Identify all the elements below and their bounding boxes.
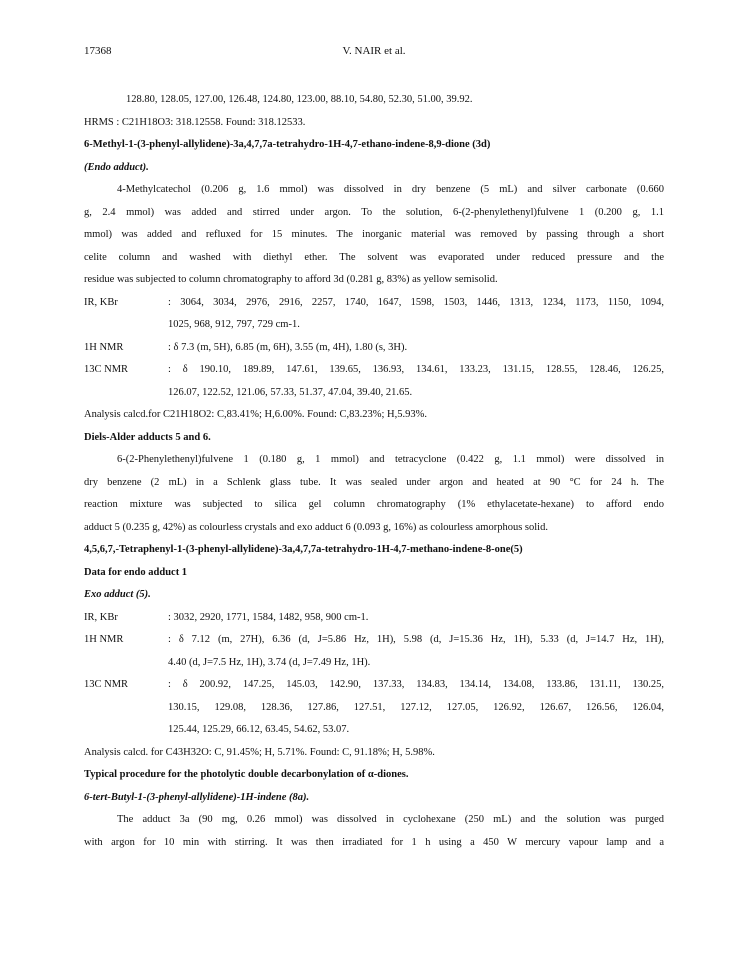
- c-nmr-label: 13C NMR: [84, 364, 129, 375]
- h-nmr-row-3d: [84, 341, 664, 364]
- page-header: [84, 45, 664, 59]
- analysis-line-5: Analysis calcd. for C43H32O: C, 91.45%; H, 5.71%. Found: C, 91.18%; H, 5.98%.: [84, 746, 435, 758]
- c-nmr-values: : δ 200.92, 147.25, 145.03, 142.90, 137.33, 134.83, 134.14, 134.08, 133.86, 131.11, 130.25,: [168, 679, 664, 690]
- c-nmr-label: 13C NMR: [84, 679, 129, 690]
- c-nmr-row-5: [84, 678, 664, 701]
- analysis-line-3d: Analysis calcd.for C21H18O2: C,83.41%; H,6.00%. Found: C,83.23%; H,5.93%.: [84, 409, 427, 420]
- ir-values-continuation: 1025, 968, 912, 797, 729 cm-1.: [168, 319, 300, 330]
- page-number: 17368: [84, 45, 112, 57]
- hrms-line: HRMS : C21H18O3: 318.12558. Found: 318.12533.: [84, 116, 306, 128]
- section-heading-typical-procedure: Typical procedure for the photolytic double decarbonylation of α-diones.: [84, 769, 409, 780]
- procedure-paragraph-line: The adduct 3a (90 mg, 0.26 mmol) was dissolved in cyclohexane (250 mL) and the solution was purged: [117, 814, 664, 825]
- c-nmr-values: : δ 190.10, 189.89, 147.61, 139.65, 136.93, 134.61, 133.23, 131.15, 128.55, 128.46, 126.25,: [168, 364, 664, 375]
- ir-row-5: [84, 611, 664, 634]
- ir-values: : 3032, 2920, 1771, 1584, 1482, 958, 900 cm-1.: [168, 611, 369, 623]
- h-nmr-label: 1H NMR: [84, 341, 124, 353]
- compound-title-8a: 6-tert-Butyl-1-(3-phenyl-allylidene)-1H-indene (8a).: [84, 791, 310, 803]
- endo-data-heading: Data for endo adduct 1: [84, 566, 188, 578]
- h-nmr-label: 1H NMR: [84, 634, 124, 645]
- procedure-paragraph-line: 4-Methylcatechol (0.206 g, 1.6 mmol) was dissolved in dry benzene (5 mL) and silver carbonate (0.660: [117, 184, 664, 195]
- running-head: V. NAIR et al.: [342, 45, 406, 57]
- endo-adduct-label-3d: (Endo adduct).: [84, 161, 149, 173]
- procedure-paragraph-line: g, 2.4 mmol) was added and stirred under argon. To the solution, 6-(2-phenylethenyl)fulvene 1 (0.200 g, 1.1: [84, 206, 664, 218]
- compound-title-5: 4,5,6,7,-Tetraphenyl-1-(3-phenyl-allylidene)-3a,4,7,7a-tetrahydro-1H-4,7-methano-indene-8-one(5): [84, 544, 523, 555]
- procedure-paragraph-line: dry benzene (2 mL) in a Schlenk glass tube. It was sealed under argon and heated at 90 °C for 24 h. The: [84, 476, 664, 488]
- procedure-paragraph-line: 6-(2-Phenylethenyl)fulvene 1 (0.180 g, 1 mmol) and tetracyclone (0.422 g, 1.1 mmol) were dissolved in: [117, 454, 664, 465]
- compound-title-3d: 6-Methyl-1-(3-phenyl-allylidene)-3a,4,7,7a-tetrahydro-1H-4,7-ethano-indene-8,9-dione (3d): [84, 139, 491, 150]
- procedure-paragraph-line: with argon for 10 min with stirring. It was then irradiated for 1 h using a 450 W mercury vapour lamp and a: [84, 836, 664, 848]
- section-heading-diels-alder: Diels-Alder adducts 5 and 6.: [84, 431, 211, 443]
- ir-row-3d: [84, 296, 664, 319]
- h-nmr-values-continuation: 4.40 (d, J=7.5 Hz, 1H), 3.74 (d, J=7.49 Hz, 1H).: [168, 656, 371, 668]
- ir-label: IR, KBr: [84, 296, 118, 308]
- c-nmr-values-continuation: 130.15, 129.08, 128.36, 127.86, 127.51, 127.12, 127.05, 126.92, 126.67, 126.56, 126.04,: [168, 701, 664, 713]
- procedure-paragraph-line: residue was subjected to column chromatography to afford 3d (0.281 g, 83%) as yellow semisolid.: [84, 274, 498, 285]
- page-body: [84, 93, 664, 858]
- h-nmr-values: : δ 7.3 (m, 5H), 6.85 (m, 6H), 3.55 (m, 4H), 1.80 (s, 3H).: [168, 341, 408, 353]
- procedure-paragraph-line: celite column and washed with diethyl ether. The solvent was evaporated under reduced pressure and the: [84, 251, 664, 263]
- ir-label: IR, KBr: [84, 611, 118, 623]
- procedure-paragraph-line: reaction mixture was subjected to silica gel column chromatography (1% ethylacetate-hexane) to afford endo: [84, 499, 664, 510]
- h-nmr-values: : δ 7.12 (m, 27H), 6.36 (d, J=5.86 Hz, 1H), 5.98 (d, J=15.36 Hz, 1H), 5.33 (d, J=14.7 Hz, 1H),: [168, 634, 664, 645]
- c-nmr-values-continuation: 125.44, 125.29, 66.12, 63.45, 54.62, 53.07.: [168, 724, 350, 735]
- c13-nmr-continuation: 128.80, 128.05, 127.00, 126.48, 124.80, 123.00, 88.10, 54.80, 52.30, 51.00, 39.92.: [126, 94, 473, 105]
- c-nmr-values-continuation: 126.07, 122.52, 121.06, 57.33, 51.37, 47.04, 39.40, 21.65.: [168, 386, 413, 398]
- c-nmr-row-3d: [84, 363, 664, 386]
- exo-adduct-label: Exo adduct (5).: [84, 589, 151, 600]
- ir-values: : 3064, 3034, 2976, 2916, 2257, 1740, 1647, 1598, 1503, 1446, 1313, 1234, 1173, 1150, 1094,: [168, 296, 664, 308]
- procedure-paragraph-line: adduct 5 (0.235 g, 42%) as colourless crystals and exo adduct 6 (0.093 g, 16%) as colourless amorphous solid.: [84, 521, 548, 533]
- h-nmr-row-5: [84, 633, 664, 656]
- procedure-paragraph-line: mmol) was added and refluxed for 15 minutes. The inorganic material was removed by passing through a short: [84, 229, 664, 240]
